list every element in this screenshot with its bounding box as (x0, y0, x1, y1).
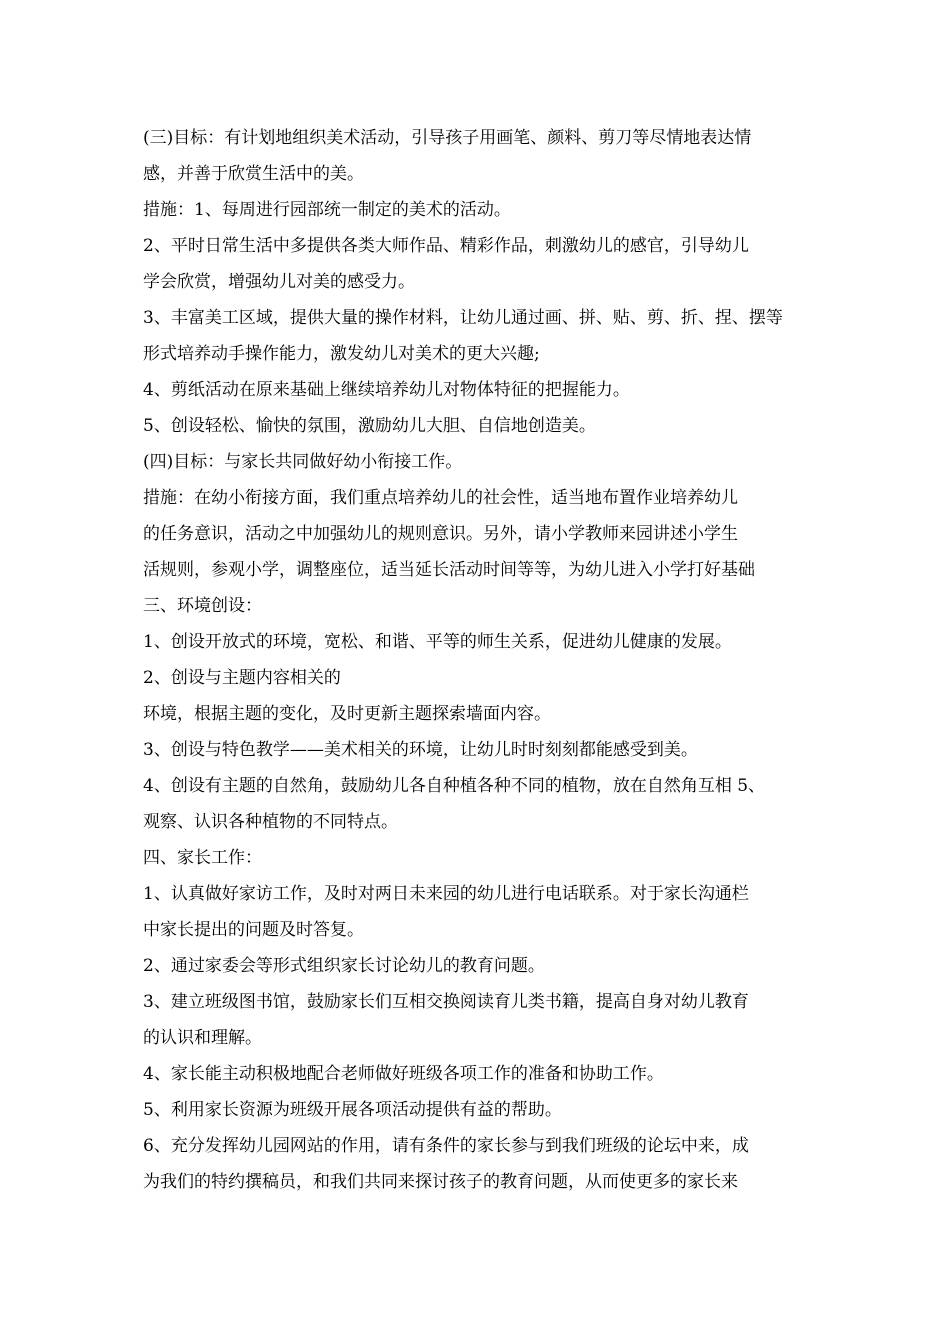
text-line: 6、充分发挥幼儿园网站的作用，请有条件的家长参与到我们班级的论坛中来，成 (143, 1136, 749, 1156)
text-line: (四)目标：与家长共同做好幼小衔接工作。 (143, 452, 463, 472)
text-line: 5、创设轻松、愉快的氛围，激励幼儿大胆、自信地创造美。 (143, 416, 596, 436)
text-line: 1、创设开放式的环境，宽松、和谐、平等的师生关系，促进幼儿健康的发展。 (143, 632, 732, 652)
text-line: 学会欣赏，增强幼儿对美的感受力。 (143, 272, 415, 292)
document-body (143, 120, 808, 1200)
text-line: 环境，根据主题的变化，及时更新主题探索墙面内容。 (143, 704, 551, 724)
text-line: 1、认真做好家访工作，及时对两日未来园的幼儿进行电话联系。对于家长沟通栏 (143, 884, 749, 904)
text-line: 4、剪纸活动在原来基础上继续培养幼儿对物体特征的把握能力。 (143, 380, 630, 400)
text-line: 的任务意识，活动之中加强幼儿的规则意识。另外，请小学教师来园讲述小学生 (143, 524, 738, 544)
text-line: 活规则，参观小学，调整座位，适当延长活动时间等等，为幼儿进入小学打好基础 (143, 560, 755, 580)
text-line: 形式培养动手操作能力，激发幼儿对美术的更大兴趣; (143, 344, 540, 364)
text-line: 中家长提出的问题及时答复。 (143, 920, 364, 940)
text-line: 感，并善于欣赏生活中的美。 (143, 164, 364, 184)
section-heading: 四、家长工作： (143, 848, 262, 868)
text-line: 4、创设有主题的自然角，鼓励幼儿各自种植各种不同的植物，放在自然角互相 5、 (143, 776, 766, 796)
text-line: (三)目标：有计划地组织美术活动，引导孩子用画笔、颜料、剪刀等尽情地表达情 (143, 128, 752, 148)
text-line: 2、创设与主题内容相关的 (143, 668, 341, 688)
text-line: 观察、认识各种植物的不同特点。 (143, 812, 398, 832)
text-line: 5、利用家长资源为班级开展各项活动提供有益的帮助。 (143, 1100, 562, 1120)
text-line: 措施：在幼小衔接方面，我们重点培养幼儿的社会性，适当地布置作业培养幼儿 (143, 488, 738, 508)
text-line: 为我们的特约撰稿员，和我们共同来探讨孩子的教育问题，从而使更多的家长来 (143, 1172, 738, 1192)
text-line: 2、平时日常生活中多提供各类大师作品、精彩作品，刺激幼儿的感官，引导幼儿 (143, 236, 749, 256)
text-line: 3、丰富美工区域，提供大量的操作材料，让幼儿通过画、拼、贴、剪、折、捏、摆等 (143, 308, 783, 328)
text-line: 的认识和理解。 (143, 1028, 262, 1048)
text-line: 3、建立班级图书馆，鼓励家长们互相交换阅读育儿类书籍，提高自身对幼儿教育 (143, 992, 749, 1012)
section-heading: 三、环境创设： (143, 596, 262, 616)
text-line: 2、通过家委会等形式组织家长讨论幼儿的教育问题。 (143, 956, 545, 976)
text-line: 3、创设与特色教学——美术相关的环境，让幼儿时时刻刻都能感受到美。 (143, 740, 698, 760)
text-line: 4、家长能主动积极地配合老师做好班级各项工作的准备和协助工作。 (143, 1064, 664, 1084)
text-line: 措施：1、每周进行园部统一制定的美术的活动。 (143, 200, 511, 220)
